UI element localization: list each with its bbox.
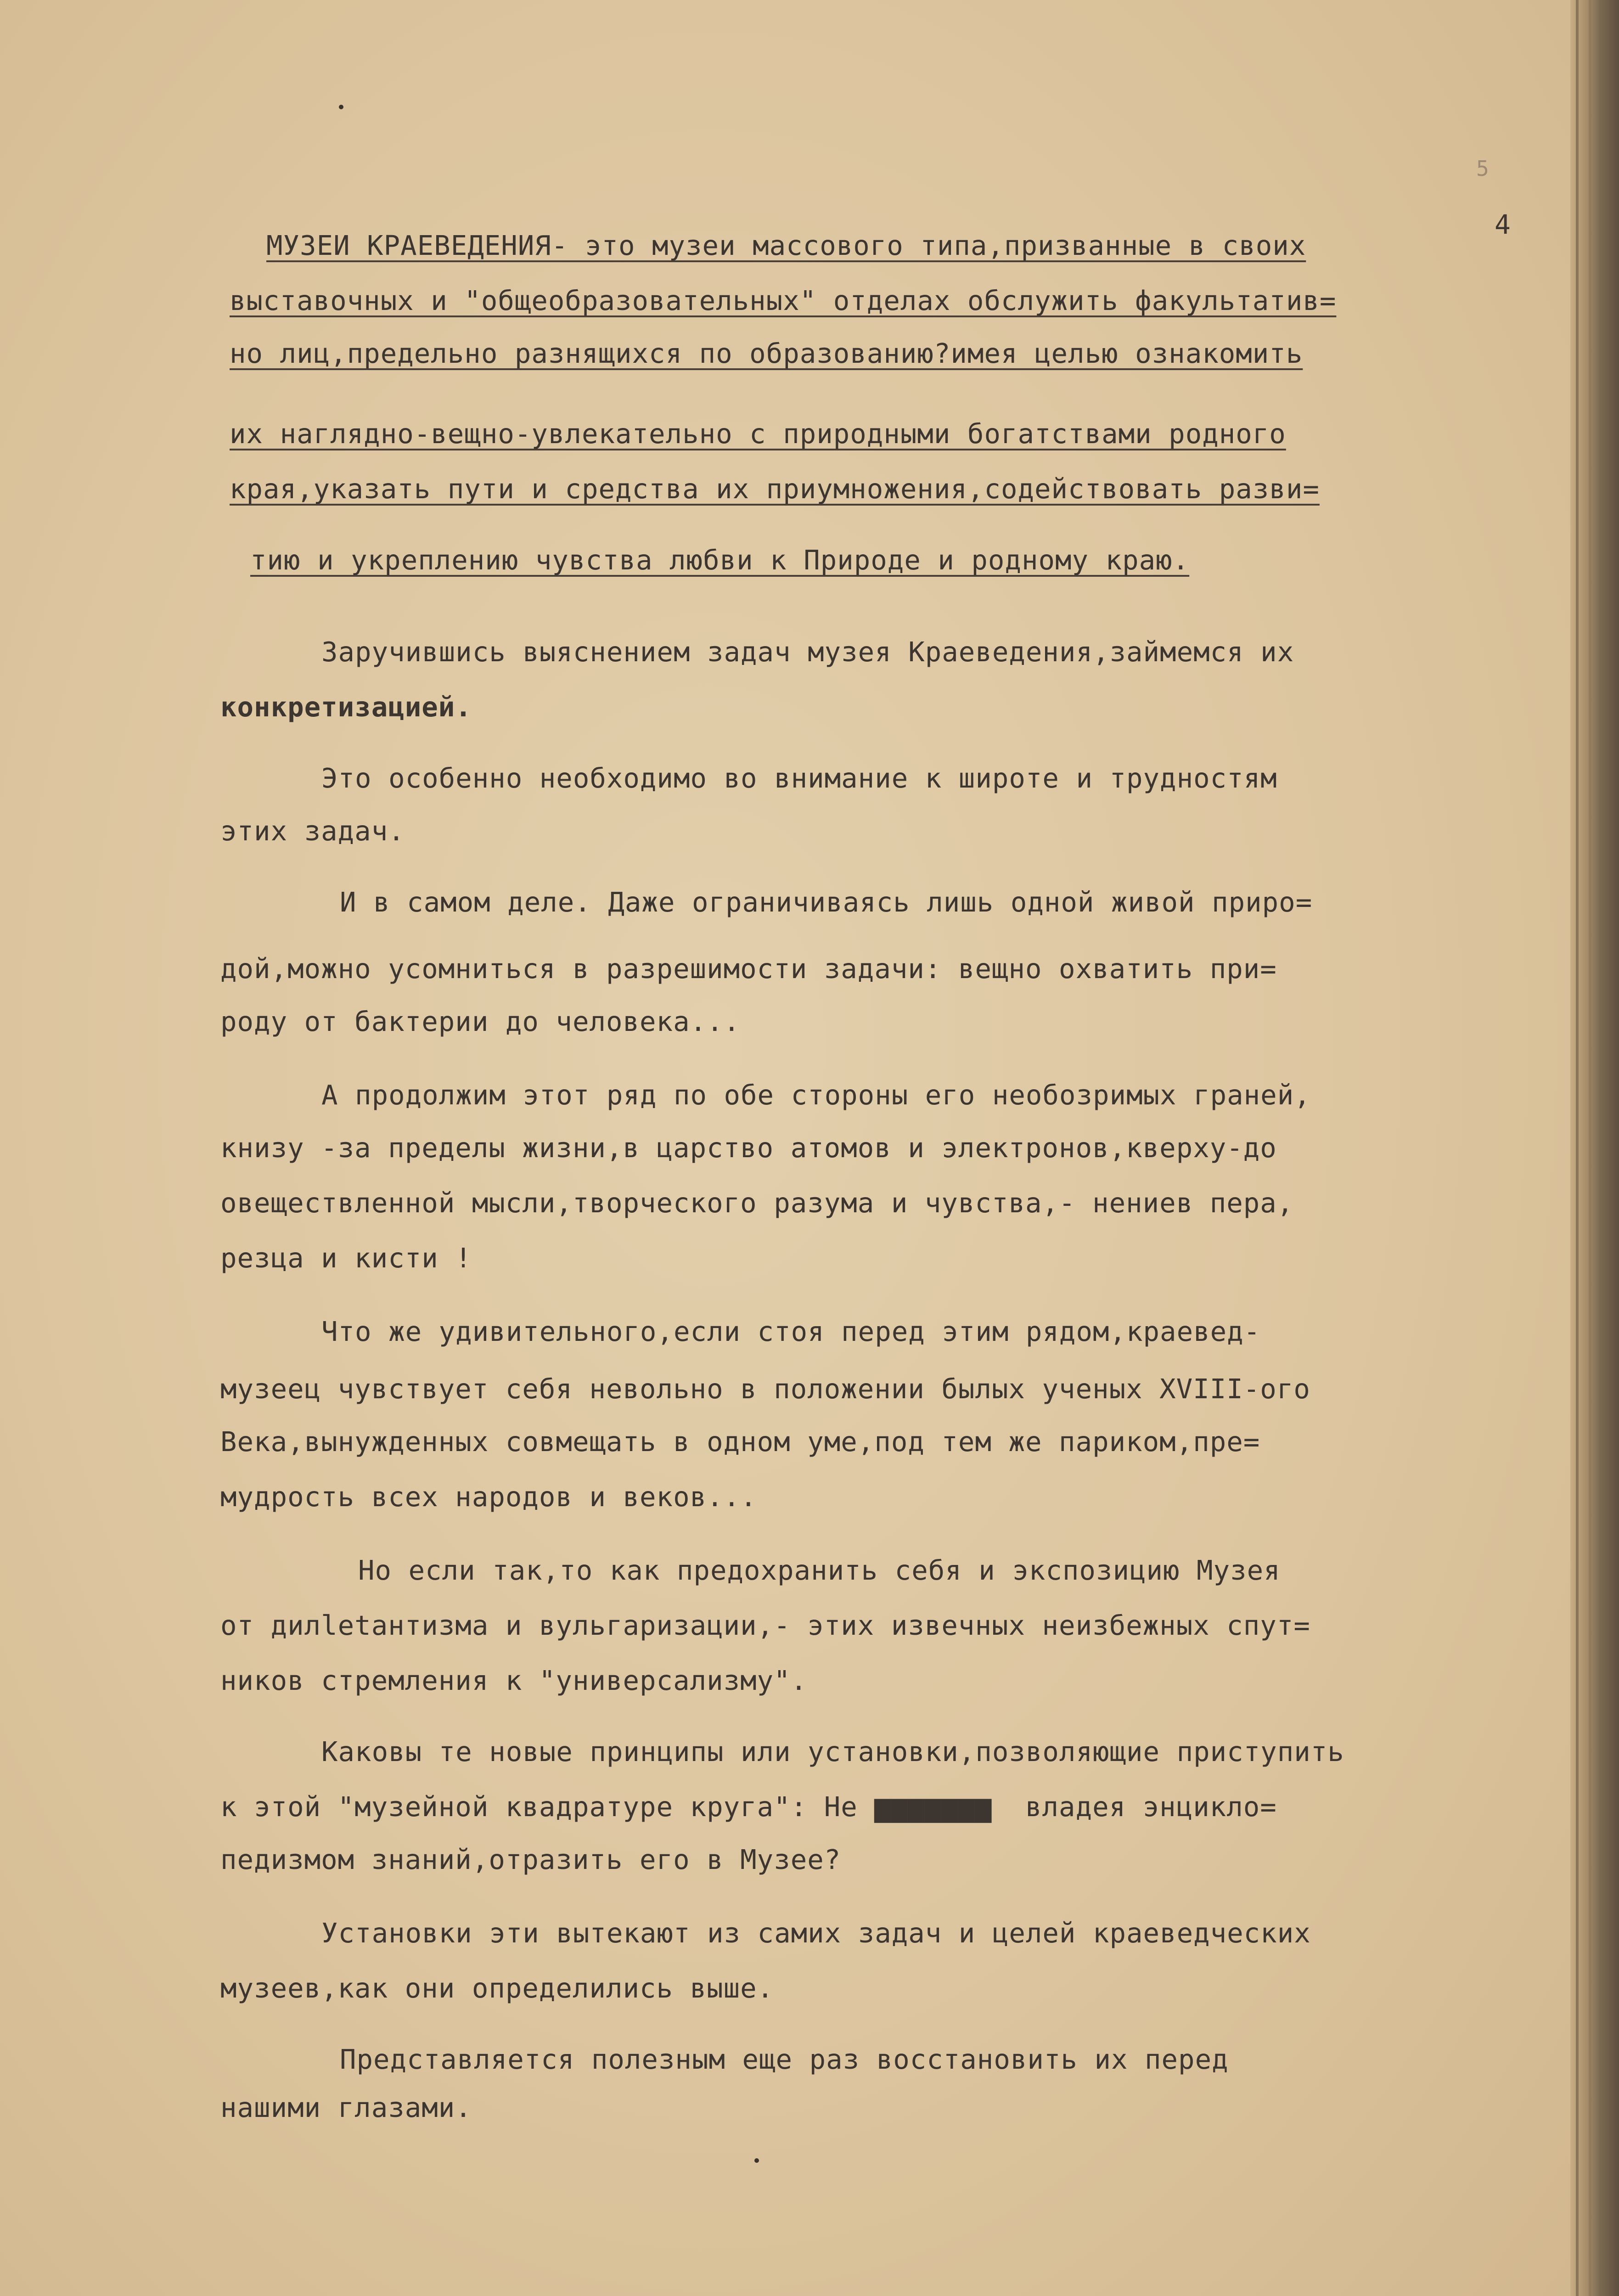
heading-line: выставочных и "общеобразовательных" отделах обслужить факультатив= <box>230 285 1337 316</box>
body-line: Установки эти вытекают из самих задач и целей краеведческих <box>321 1917 1311 1949</box>
heading-line: края,указать пути и средства их приумножения,содействовать разви= <box>230 473 1320 505</box>
body-line: музеев,как они определились выше. <box>220 1972 774 2004</box>
body-line: резца и кисти ! <box>220 1242 472 1274</box>
body-line: Это особенно необходимо во внимание к широте и трудностям <box>321 762 1277 794</box>
binding-edge <box>1570 0 1619 2296</box>
body-line: А продолжим этот ряд по обе стороны его необозримых граней, <box>321 1079 1311 1111</box>
heading-line: тию и укреплению чувства любви к Природе и родному краю. <box>250 544 1190 576</box>
body-line: Что же удивительного,если стоя перед этим рядом,краевед- <box>321 1316 1261 1347</box>
heading-line: МУЗЕИ КРАЕВЕДЕНИЯ- это музеи массового типа,призванные в своих <box>266 230 1306 261</box>
body-line: от дилletантизма и вульгаризации,- этих извечных неизбежных спут= <box>220 1609 1310 1641</box>
heading-line: их наглядно-вещно-увлекательно с природными богатствами родного <box>230 418 1286 450</box>
body-line: конкретизацией. <box>220 691 472 723</box>
body-line: нашими глазами. <box>220 2092 472 2123</box>
body-line: Века,вынужденных совмещать в одном уме,под тем же париком,пре= <box>220 1426 1260 1458</box>
ink-dot <box>339 105 343 109</box>
body-line: книзу -за пределы жизни,в царство атомов и электронов,кверху-до <box>220 1132 1277 1164</box>
body-line: к этой "музейной квадратуре круга": Не ▆▆▆▆▆▆▆ владея энцикло= <box>220 1791 1277 1823</box>
body-line: И в самом деле. Даже ограничиваясь лишь одной живой приро= <box>340 886 1313 918</box>
ink-dot <box>754 2158 759 2163</box>
heading-line: но лиц,предельно разнящихся по образованию?имея целью ознакомить <box>230 338 1303 369</box>
body-line: музеец чувствует себя невольно в положении былых ученых XVIII-ого <box>220 1373 1310 1405</box>
body-line: мудрость всех народов и веков... <box>220 1481 757 1513</box>
page-edge-line <box>1589 0 1591 2296</box>
body-line: ников стремления к "универсализму". <box>220 1665 808 1696</box>
body-line: педизмом знаний,отразить его в Музее? <box>220 1844 841 1875</box>
page-number: 4 <box>1495 209 1511 240</box>
archive-page-number: 5 <box>1476 156 1489 181</box>
body-line: Каковы те новые принципы или установки,позволяющие приступить <box>321 1736 1344 1767</box>
body-line: Но если так,то как предохранить себя и экспозицию Музея <box>358 1554 1281 1586</box>
body-line: этих задач. <box>220 815 405 847</box>
page-edge-line <box>1576 0 1579 2296</box>
body-line: овеществленной мысли,творческого разума и чувства,- нениев пера, <box>220 1187 1294 1219</box>
body-line: дой,можно усомниться в разрешимости задачи: вещно охватить при= <box>220 953 1277 985</box>
body-line: роду от бактерии до человека... <box>220 1006 741 1037</box>
body-line: Заручившись выяснением задач музея Краеведения,займемся их <box>321 636 1294 668</box>
body-line: Представляется полезным еще раз восстановить их перед <box>340 2043 1229 2075</box>
